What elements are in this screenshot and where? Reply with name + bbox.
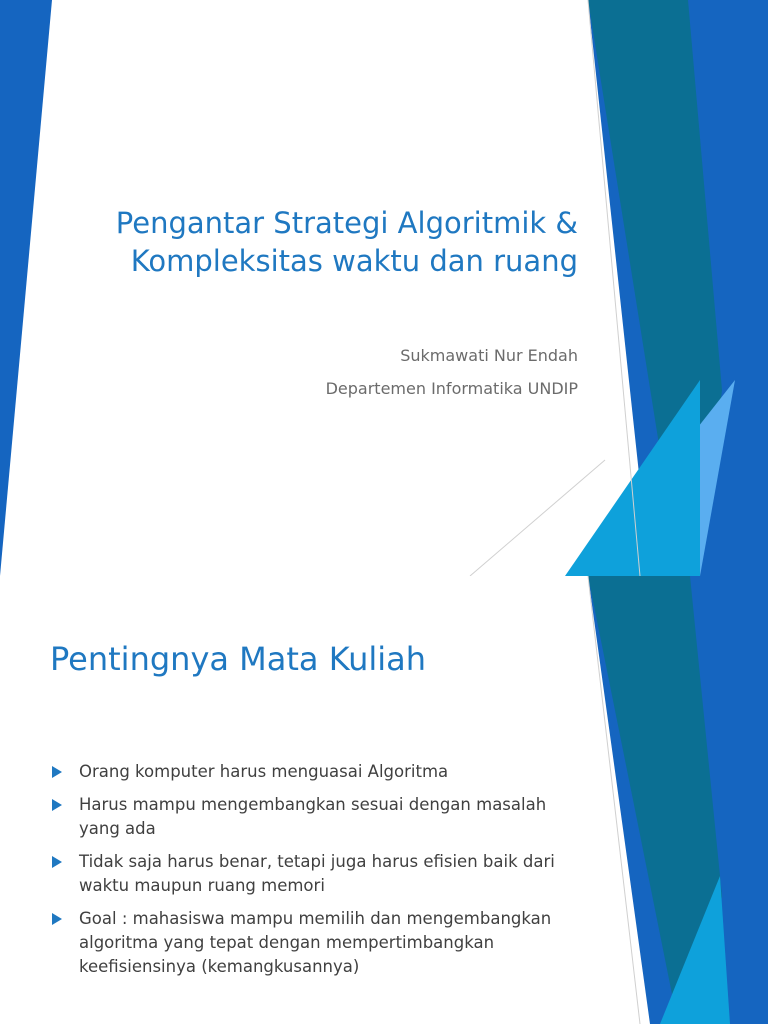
slide-2 — [0, 576, 768, 1024]
bullet-item — [50, 850, 570, 898]
bullet-text-line: Tidak saja harus benar, tetapi juga harus efisien baik dari — [79, 852, 555, 871]
bullet-text-line: algoritma yang tepat dengan mempertimbangkan — [79, 933, 495, 952]
bullet-item — [50, 793, 570, 841]
bullet-item — [50, 760, 570, 784]
affiliation: Departemen Informatika UNDIP — [325, 379, 578, 398]
bullet-text-line: waktu maupun ruang memori — [79, 876, 325, 895]
bullet-arrow-icon — [52, 913, 62, 925]
bullet-text-line: Orang komputer harus menguasai Algoritma — [79, 762, 449, 781]
title-line-1: Pengantar Strategi Algoritmik & — [115, 206, 578, 240]
slide-title — [60, 204, 578, 280]
bullet-text-line: keefisiensinya (kemangkusannya) — [79, 957, 360, 976]
bullet-arrow-icon — [52, 856, 62, 868]
bullet-item — [50, 907, 570, 979]
bullet-arrow-icon — [52, 799, 62, 811]
author-name: Sukmawati Nur Endah — [400, 346, 578, 365]
bullet-text-line: Goal : mahasiswa mampu memilih dan mengembangkan — [79, 909, 552, 928]
bullet-list — [50, 760, 570, 988]
bullet-text-line: yang ada — [79, 819, 156, 838]
bullet-text-line: Harus mampu mengembangkan sesuai dengan masalah — [79, 795, 547, 814]
title-line-2: Kompleksitas waktu dan ruang — [130, 244, 578, 278]
bullet-arrow-icon — [52, 766, 62, 778]
slide-title: Pentingnya Mata Kuliah — [50, 640, 427, 678]
